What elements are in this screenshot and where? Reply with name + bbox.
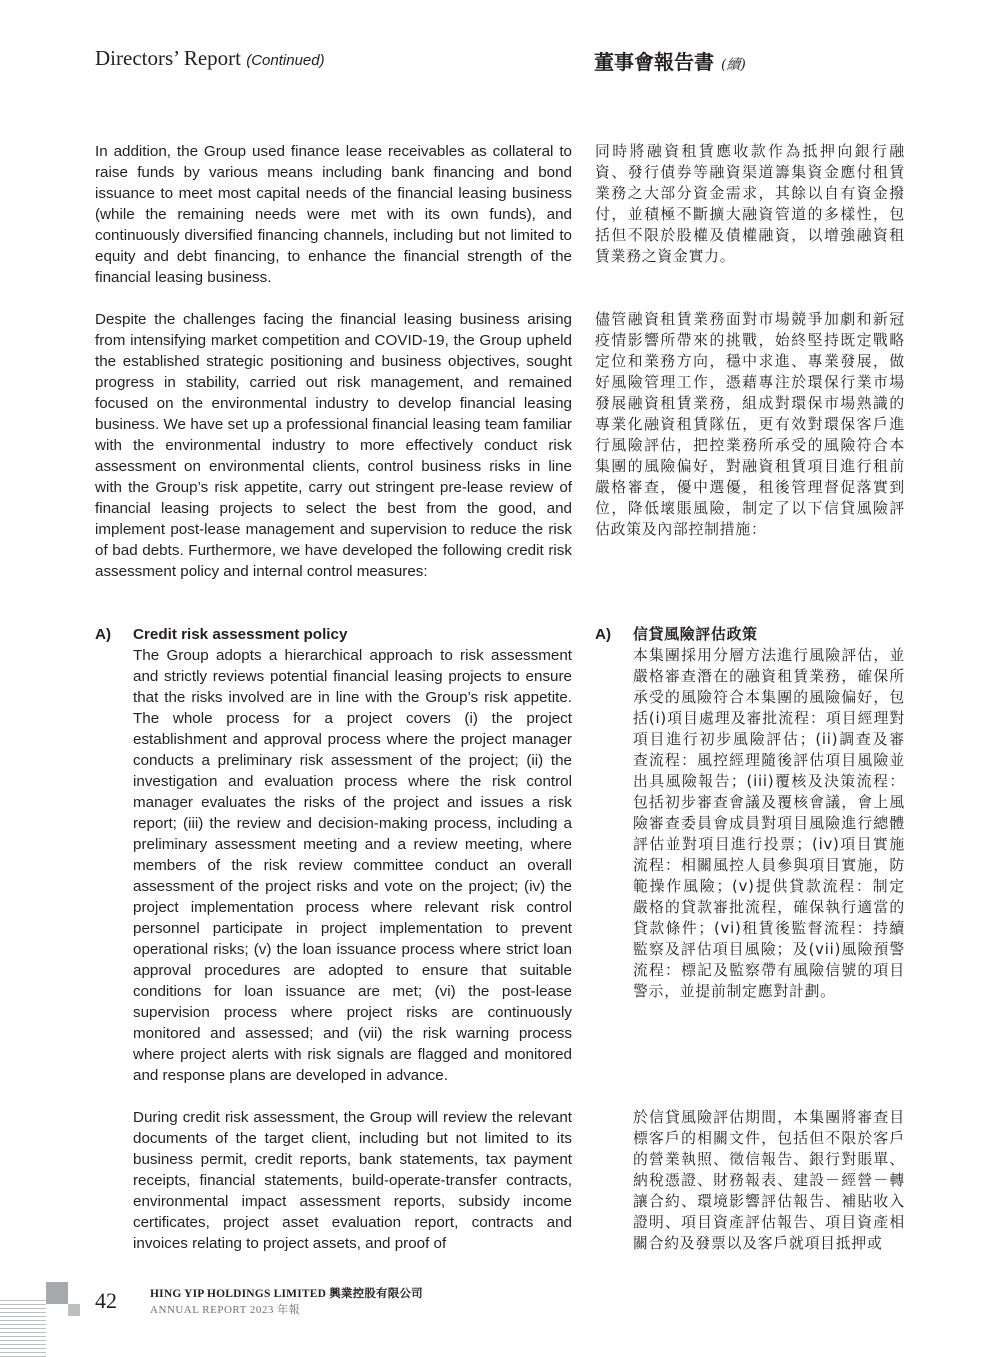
section-a-body-zh: 本集團採用分層方法進行風險評估，並嚴格審查潛在的融資租賃業務，確保所承受的風險符合本集團的風險偏好，包括(i)項目處理及審批流程：項目經理對項目進行初步風險評估；(ii)調查及審查流程：風控經理隨後評估項目風險並出具風險報告；(iii)覆核及決策流程：包括初步審查會議及覆核會議，會上風險審查委員會成員對項目風險進行總體評估並對項目進行投票；(iv)項目實施流程：相關風控人員參與項目實施，防範操作風險；(v)提供貸款流程：制定嚴格的貸款審批流程，確保執行適當的貸款條件；(vi)租賃後監督流程：持續監察及評估項目風險；及(vii)風險預警流程：標記及監察帶有風險信號的項目警示，並提前制定應對計劃。 — [633, 647, 905, 1000]
paragraph-financing-en: In addition, the Group used finance lease receivables as collateral to raise funds by various means including bank financing and bond issuance to meet most capital needs of the financial leasing business (while the remaining needs were met with its own funds), and continuously diversified financing channels, including but not limited to equity and debt financing, to enhance the financial strength of the financial leasing business. — [95, 143, 572, 286]
page-header-zh — [594, 46, 746, 75]
section-a-marker-zh: A) — [595, 626, 612, 643]
section-a-marker-en: A) — [95, 626, 112, 643]
paragraph-documents-zh: 於信貸風險評估期間，本集團將審查目標客戶的相關文件，包括但不限於客戶的營業執照、徵信報告、銀行對賬單、納稅憑證、財務報表、建設－經營－轉讓合約、環境影響評估報告、補貼收入證明、項目資產評估報告、項目資產相關合約及發票以及客戶就項目抵押或 — [633, 1109, 905, 1252]
report-title-zh: 董事會報告書 — [594, 50, 714, 74]
company-name: HING YIP HOLDINGS LIMITED 興業控股有限公司 — [150, 1288, 423, 1300]
footer-square-decoration — [46, 1282, 68, 1304]
section-a-title-zh: 信貸風險評估政策 — [633, 626, 758, 643]
report-label: ANNUAL REPORT 2023 年報 — [150, 1304, 301, 1316]
section-a-title-en: Credit risk assessment policy — [133, 626, 348, 643]
section-a-body-en: The Group adopts a hierarchical approach to risk assessment and strictly reviews potential financial leasing projects to ensure that the risks involved are in line with the Group’s risk appetite. The whole process for a project covers (i) the project establishment and approval process where the project manager conducts a preliminary risk assessment of the project; (ii) the investigation and evaluation process where the risk control manager evaluates the risks of the project and issues a risk report; (iii) the review and decision-making process, including a preliminary assessment meeting and a review meeting, where members of the risk review committee conduct an overall assessment of the project risks and vote on the project; (iv) the project implementation process where relevant risk control personnel participate in project implementation to prevent operational risks; (v) the loan issuance process where strict loan approval procedures are adopted to ensure that suitable conditions for loan issuance are met; (vi) the post-lease supervision process where project risks are continuously monitored and assessed; and (vii) the risk warning process where project alerts with risk signals are flagged and monitored and response plans are developed in advance. — [133, 647, 572, 1084]
page-number: 42 — [95, 1288, 117, 1313]
continued-label-en: (Continued) — [246, 52, 325, 69]
report-title-en: Directors’ Report — [95, 46, 241, 70]
page-header-en — [95, 46, 325, 71]
continued-label-zh: (續) — [720, 57, 746, 73]
section-a-en — [133, 624, 572, 1086]
paragraph-challenges-zh: 儘管融資租賃業務面對市場競爭加劇和新冠疫情影響所帶來的挑戰，始終堅持既定戰略定位和業務方向，穩中求進、專業發展，做好風險管理工作，憑藉專注於環保行業市場發展融資租賃業務，組成對環保市場熟識的專業化融資租賃隊伍，更有效對環保客戶進行風險評估，把控業務所承受的風險符合本集團的風險偏好，對融資租賃項目進行租前嚴格審查，優中選優，租後管理督促落實到位，降低壞賬風險，制定了以下信貸風險評估政策及內部控制措施： — [595, 311, 905, 538]
paragraph-documents-en: During credit risk assessment, the Group will review the relevant documents of the target client, including but not limited to its business permit, credit reports, bank statements, tax payment receipts, financial statements, build-operate-transfer contracts, environmental impact assessment reports, subsidy income certificates, project asset evaluation report, contracts and invoices relating to project assets, and proof of — [133, 1109, 572, 1252]
paragraph-financing-zh: 同時將融資租賃應收款作為抵押向銀行融資、發行債券等融資渠道籌集資金應付租賃業務之大部分資金需求，其餘以自有資金撥付，並積極不斷擴大融資管道的多樣性，包括但不限於股權及債權融資，以增強融資租賃業務之資金實力。 — [595, 143, 905, 265]
paragraph-challenges-en: Despite the challenges facing the financial leasing business arising from intensifying market competition and COVID-19, the Group upheld the established strategic positioning and business objectives, sought progress in stability, carried out risk management, and remained focused on the environmental industry to develop financial leasing business. We have set up a professional financial leasing team familiar with the environmental industry to more effectively conduct risk assessment on environmental clients, control business risks in line with the Group’s risk appetite, carry out stringent pre-lease review of financial leasing projects to select the best from the good, and implement post-lease management and supervision to reduce the risk of bad debts. Furthermore, we have developed the following credit risk assessment policy and internal control measures: — [95, 311, 572, 580]
footer-small-square-decoration — [68, 1304, 80, 1316]
footer-stripe-decoration — [0, 1300, 46, 1357]
section-a-zh — [633, 624, 905, 1002]
